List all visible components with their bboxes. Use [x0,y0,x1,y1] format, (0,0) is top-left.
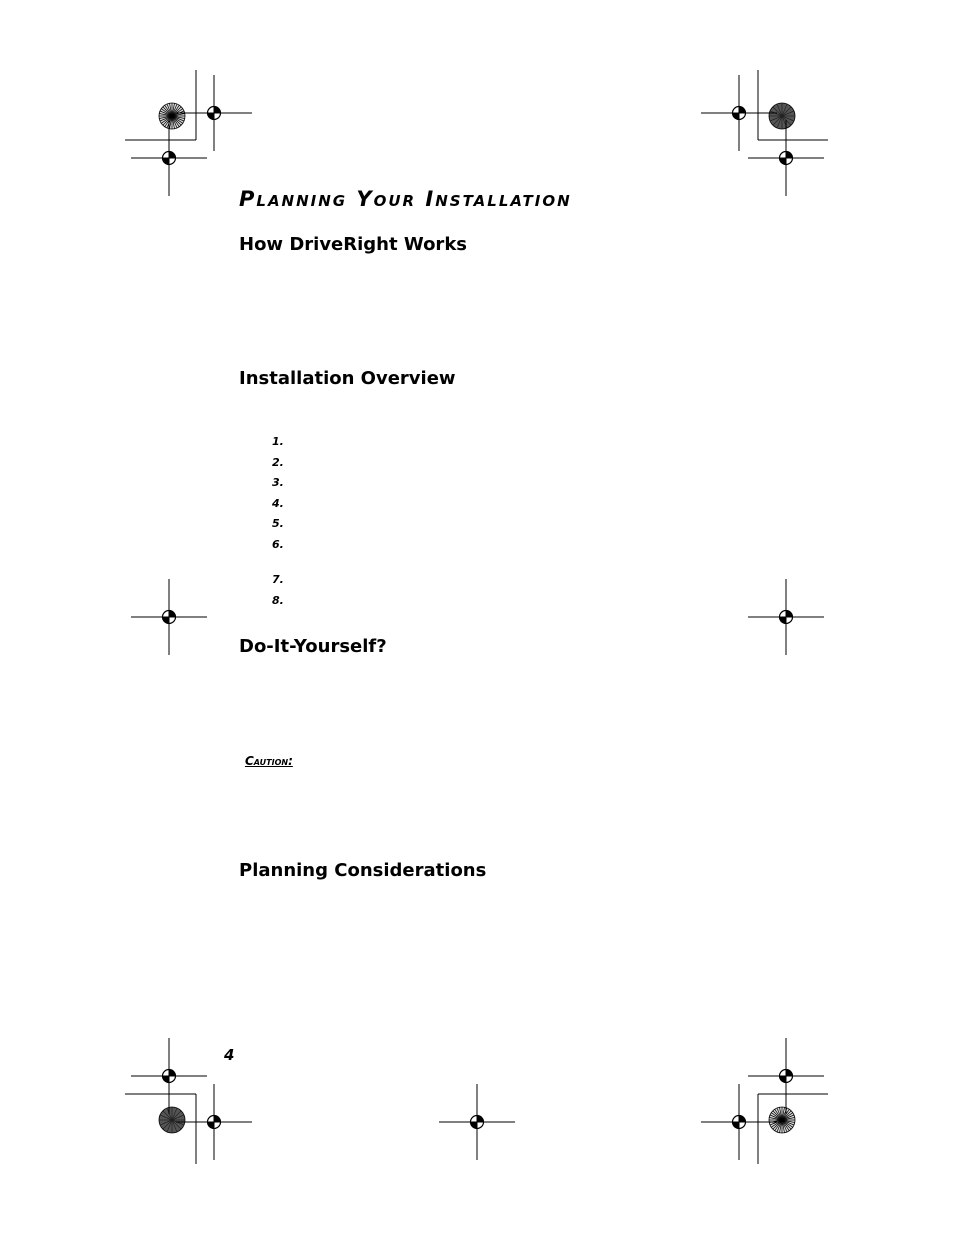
step-number: 3. [272,476,284,489]
heading-planning-considerations: Planning Considerations [239,860,487,881]
page-number: 4 [224,1046,235,1064]
heading-do-it-yourself: Do-It-Yourself? [239,636,387,657]
caution-label: Caution: [245,754,293,768]
step-number: 1. [272,435,284,448]
step-number: 6. [272,538,284,551]
step-number: 8. [272,594,284,607]
heading-how-driveright-works: How DriveRight Works [239,234,467,255]
step-number: 7. [272,573,284,586]
step-number: 5. [272,517,284,530]
step-number: 2. [272,456,284,469]
step-number: 4. [272,497,284,510]
heading-installation-overview: Installation Overview [239,368,456,389]
chapter-title: Planning Your Installation [239,187,572,211]
